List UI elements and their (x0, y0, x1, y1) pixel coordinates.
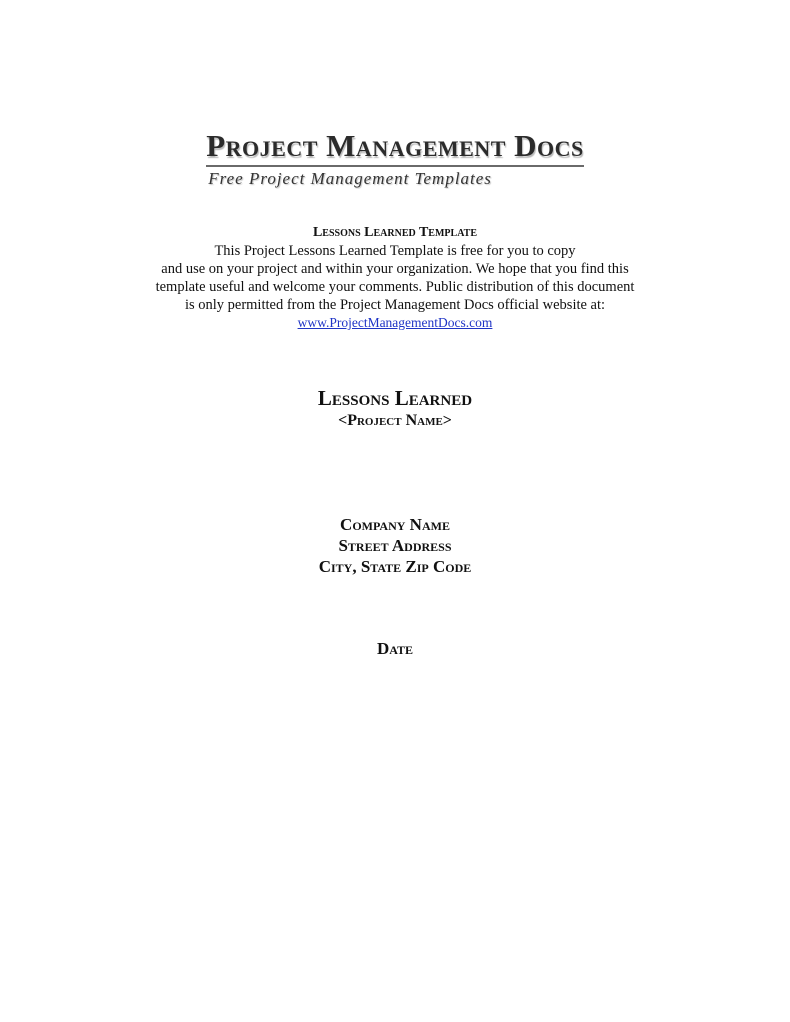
intro-link-row (0, 314, 790, 332)
title-block (0, 385, 790, 431)
intro-notice (0, 224, 790, 332)
logo-subtitle: Free Project Management Templates (208, 169, 492, 188)
company-block (0, 514, 790, 577)
date-block (0, 638, 790, 659)
street-address: Street Address (338, 536, 452, 555)
logo-title: Project Management Docs (206, 128, 584, 163)
website-link[interactable]: www.ProjectManagementDocs.com (297, 315, 493, 330)
intro-line: is only permitted from the Project Management Docs official website at: (184, 297, 606, 313)
company-name: Company Name (340, 515, 450, 534)
project-name: <Project Name> (338, 412, 452, 429)
logo-divider (206, 165, 584, 167)
date-label: Date (376, 639, 414, 658)
city-state-zip: City, State Zip Code (318, 557, 472, 576)
intro-line: and use on your project and within your organization. We hope that you find this (161, 261, 629, 277)
logo (0, 128, 790, 189)
document-title: Lessons Learned (317, 386, 473, 410)
intro-heading: Lessons Learned Template (312, 225, 478, 240)
intro-line: This Project Lessons Learned Template is free for you to copy (214, 243, 576, 259)
logo-wordmark (206, 128, 584, 189)
intro-line: template useful and welcome your comments. Public distribution of this document (155, 279, 635, 295)
